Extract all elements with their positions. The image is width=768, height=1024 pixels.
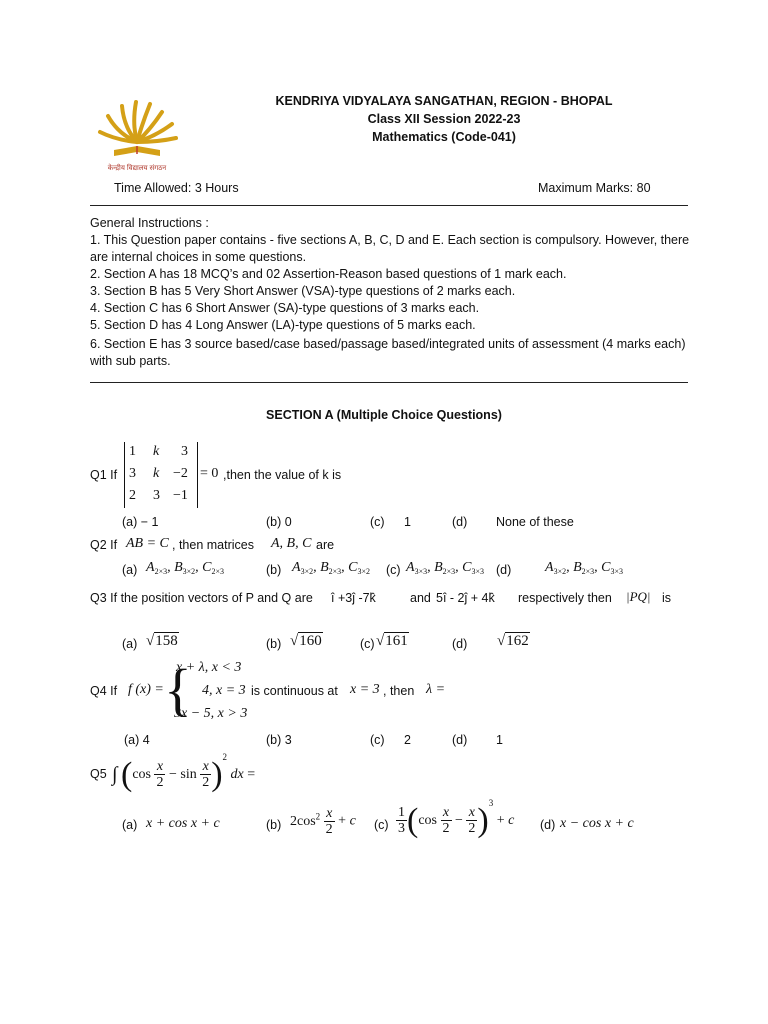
q3-option-b: √160 <box>290 633 322 649</box>
q3-vec1: î +3ĵ -7k̂ <box>331 591 376 605</box>
q4-option-c-value: 2 <box>404 733 411 747</box>
q3-magnitude: |PQ| <box>626 589 651 604</box>
q3-option-a: √158 <box>146 633 178 649</box>
q4-case-2: 4, x = 3 <box>202 683 246 698</box>
q1-option-c-value: 1 <box>404 515 411 529</box>
q5-option-b-label: (b) <box>266 818 282 832</box>
q2-option-b: $A_{3\times 2}$, $B_{2\times 3}$, $C_{3\times 2}$ <box>292 560 371 576</box>
instruction-5: 5. Section D has 4 Long Answer (LA)-type questions of 5 marks each. <box>90 318 476 332</box>
q3-vec2: 5î - 2ĵ + 4k̂ <box>436 591 495 605</box>
q3-option-d-label: (d) <box>452 637 468 651</box>
q5-option-d-label: (d) <box>540 818 556 832</box>
det-cell: −1 <box>173 488 188 503</box>
section-a-title: SECTION A (Multiple Choice Questions) <box>266 408 502 422</box>
det-cell: 3 <box>153 488 160 503</box>
q4-prefix: Q4 If <box>90 684 118 698</box>
q5-option-c-label: (c) <box>374 818 389 832</box>
q5-integral: ∫ (cos $\frac{x}{2}$ − sin $\frac{x}{2}$ )$^2$ dx = <box>112 752 256 793</box>
q4-suffix: , then <box>383 684 415 698</box>
q5-option-a-label: (a) <box>122 818 138 832</box>
q2-prefix: Q2 If <box>90 538 118 552</box>
q3-option-c: √161 <box>376 633 408 649</box>
instruction-4: 4. Section C has 6 Short Answer (SA)-type questions of 3 marks each. <box>90 301 480 315</box>
instruction-6: 6. Section E has 3 source based/case based/passage based/integrated units of assessment (4 marks each) with sub parts. <box>90 337 686 368</box>
q4-option-b: (b) 3 <box>266 733 292 747</box>
header-class: Class XII Session 2022-23 <box>367 112 521 126</box>
q3-text1: Q3 If the position vectors of P and Q are <box>90 591 313 605</box>
det-cell: 3 <box>181 444 188 459</box>
q2-option-a: $A_{2\times 3}$, $B_{3\times 2}$, $C_{2\times 3}$ <box>146 560 225 576</box>
q3-option-b-label: (b) <box>266 637 282 651</box>
q5-option-b: $2\cos^2$ $\frac{x}{2}$ + c <box>290 806 356 837</box>
q1-determinant <box>124 442 198 508</box>
q1-option-b: (b) 0 <box>266 515 292 529</box>
q4-option-d-value: 1 <box>496 733 503 747</box>
q1-option-d-value: None of these <box>496 515 574 529</box>
logo-caption: केन्द्रीय विद्यालय संगठन <box>107 165 167 172</box>
q3-and: and <box>410 591 431 605</box>
q2-vars: A, B, C <box>271 536 312 551</box>
divider-bottom <box>90 382 688 383</box>
q3-option-a-label: (a) <box>122 637 138 651</box>
max-marks: Maximum Marks: 80 <box>538 181 651 195</box>
instruction-1: 1. This Question paper contains - five sections A, B, C, D and E. Each section is compulsory. However, there are internal choices in some questions. <box>90 233 690 264</box>
q5-option-c: $\frac{1}{3}$ (cos $\frac{x}{2}$ − $\frac{x}{2}$ )$^3$ + c <box>398 798 515 839</box>
q3-option-d: √162 <box>497 633 529 649</box>
q4-case-1: x + λ, x < 3 <box>176 660 242 675</box>
q2-mid: , then matrices <box>172 538 254 552</box>
q2-option-d-label: (d) <box>496 563 512 577</box>
q2-option-c: $A_{3\times 3}$, $B_{2\times 3}$, $C_{3\times 3}$ <box>406 560 485 576</box>
q4-option-c-label: (c) <box>370 733 385 747</box>
det-cell: k <box>153 444 160 459</box>
q4-option-a: (a) 4 <box>124 733 150 747</box>
q2-expr: AB = C <box>126 536 169 551</box>
header-subject: Mathematics (Code-041) <box>372 130 516 144</box>
q3-option-c-label: (c) <box>360 637 375 651</box>
q5-prefix: Q5 <box>90 767 107 781</box>
q2-option-a-label: (a) <box>122 563 138 577</box>
det-cell: k <box>153 466 160 481</box>
q1-suffix: ,then the value of k is <box>223 468 342 482</box>
q4-func: f (x) = <box>128 682 164 697</box>
q3-text2: respectively then <box>518 591 612 605</box>
divider-top <box>90 205 688 206</box>
instruction-3: 3. Section B has 5 Very Short Answer (VSA)-type questions of 2 marks each. <box>90 284 516 298</box>
header-org: KENDRIYA VIDYALAYA SANGATHAN, REGION - BHOPAL <box>275 94 613 108</box>
q1-prefix: Q1 If <box>90 468 118 482</box>
q1-option-a: (a) − 1 <box>122 515 159 529</box>
q4-case-3: 3x − 5, x > 3 <box>174 706 248 721</box>
q4-lambda: λ = <box>426 682 446 697</box>
q4-point: x = 3 <box>350 682 380 697</box>
instructions-title: General Instructions : <box>90 216 209 230</box>
det-cell: 1 <box>129 444 136 459</box>
q2-option-b-label: (b) <box>266 563 282 577</box>
det-cell: 2 <box>129 488 136 503</box>
instruction-2: 2. Section A has 18 MCQ’s and 02 Assertion-Reason based questions of 1 mark each. <box>90 267 567 281</box>
q1-option-d-label: (d) <box>452 515 468 529</box>
det-cell: 3 <box>129 466 136 481</box>
q4-option-d-label: (d) <box>452 733 468 747</box>
q2-option-d: $A_{3\times 2}$, $B_{2\times 3}$, $C_{3\times 3}$ <box>545 560 624 576</box>
q5-option-d: x − cos x + c <box>560 816 634 831</box>
q4-mid: is continuous at <box>251 684 338 698</box>
q2-suffix: are <box>316 538 335 552</box>
q1-option-c-label: (c) <box>370 515 385 529</box>
q2-option-c-label: (c) <box>386 563 401 577</box>
q4-brace: { <box>164 657 192 722</box>
q5-option-a: x + cos x + c <box>146 816 220 831</box>
q3-text3: is <box>662 591 672 605</box>
det-cell: −2 <box>173 466 188 481</box>
q1-eq: = 0 <box>200 466 219 481</box>
time-allowed: Time Allowed: 3 Hours <box>114 181 239 195</box>
